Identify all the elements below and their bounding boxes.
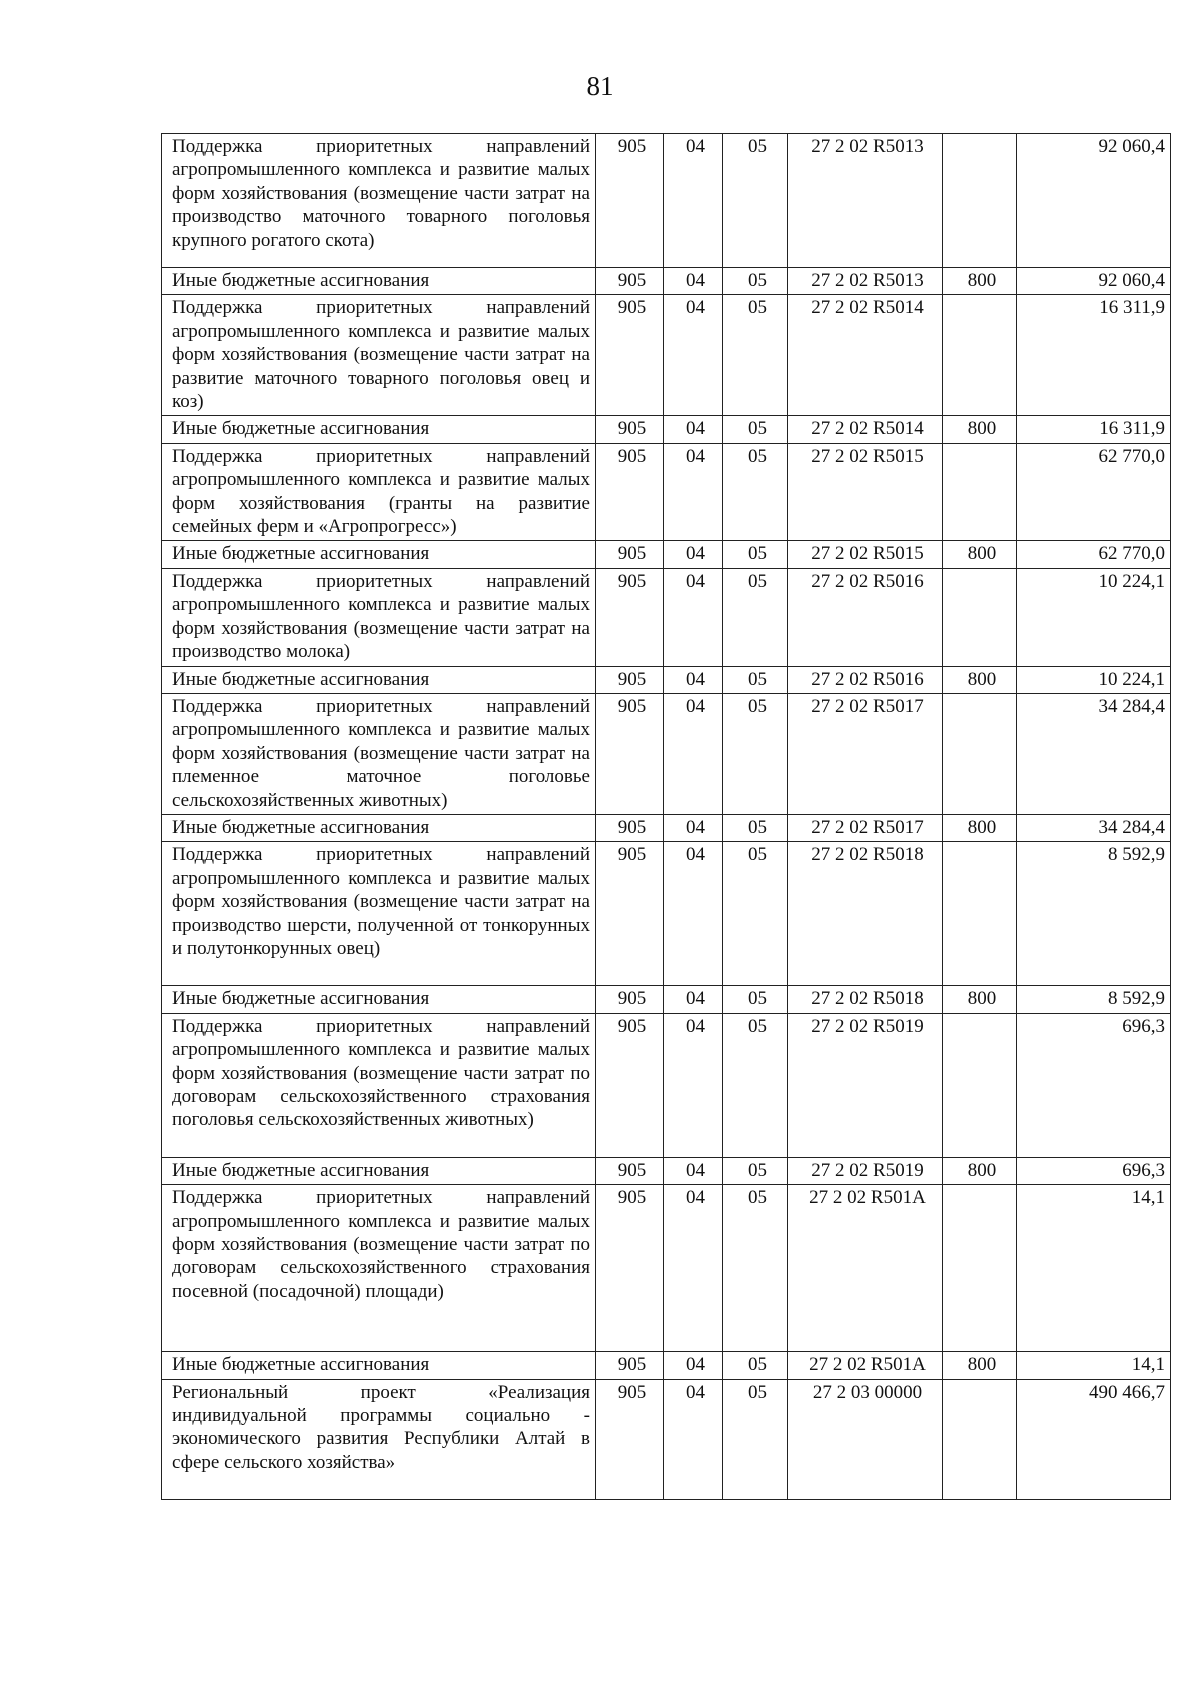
table-row: [162, 268, 1171, 295]
row-description: Поддержка приоритетных направлений агропромышленного комплекса и развитие малых форм хозяйствования (возмещение части затрат на производство молока): [162, 568, 596, 666]
row-subsection-code: 05: [723, 1185, 788, 1352]
table-row: [162, 693, 1171, 814]
row-subsection-code: 05: [723, 693, 788, 814]
row-section-code: 04: [664, 443, 723, 541]
table-row: [162, 541, 1171, 568]
row-expense-type: 800: [943, 541, 1017, 568]
row-section-code: 04: [664, 842, 723, 986]
row-ministry-code: 905: [596, 1185, 664, 1352]
row-ministry-code: 905: [596, 416, 664, 443]
row-target-code: 27 2 02 R5017: [788, 693, 943, 814]
row-ministry-code: 905: [596, 693, 664, 814]
row-subsection-code: 05: [723, 986, 788, 1013]
row-section-code: 04: [664, 1185, 723, 1352]
budget-table-body: [162, 134, 1171, 1500]
row-ministry-code: 905: [596, 568, 664, 666]
row-expense-type: [943, 1013, 1017, 1157]
row-description: Иные бюджетные ассигнования: [162, 986, 596, 1013]
row-description: Региональный проект «Реализация индивидуальной программы социально - экономического развития Республики Алтай в сфере сельского хозяйства»: [162, 1379, 596, 1499]
row-amount: 92 060,4: [1017, 268, 1171, 295]
row-amount: 16 311,9: [1017, 416, 1171, 443]
row-section-code: 04: [664, 295, 723, 416]
row-section-code: 04: [664, 1157, 723, 1184]
row-target-code: 27 2 02 R5014: [788, 295, 943, 416]
row-target-code: 27 2 02 R5019: [788, 1157, 943, 1184]
row-target-code: 27 2 02 R5018: [788, 986, 943, 1013]
table-row: [162, 1352, 1171, 1379]
row-target-code: 27 2 02 R5016: [788, 666, 943, 693]
row-target-code: 27 2 02 R5015: [788, 443, 943, 541]
table-row: [162, 842, 1171, 986]
row-subsection-code: 05: [723, 134, 788, 268]
row-ministry-code: 905: [596, 1379, 664, 1499]
row-section-code: 04: [664, 1352, 723, 1379]
row-target-code: 27 2 02 R501A: [788, 1185, 943, 1352]
row-amount: 696,3: [1017, 1157, 1171, 1184]
row-expense-type: 800: [943, 986, 1017, 1013]
row-subsection-code: 05: [723, 842, 788, 986]
row-subsection-code: 05: [723, 1157, 788, 1184]
row-amount: 14,1: [1017, 1185, 1171, 1352]
row-description: Поддержка приоритетных направлений агропромышленного комплекса и развитие малых форм хозяйствования (возмещение части затрат на производство маточного товарного поголовья крупного рогатого скота): [162, 134, 596, 268]
row-expense-type: 800: [943, 268, 1017, 295]
row-expense-type: 800: [943, 666, 1017, 693]
row-subsection-code: 05: [723, 1013, 788, 1157]
row-subsection-code: 05: [723, 1352, 788, 1379]
row-target-code: 27 2 02 R5016: [788, 568, 943, 666]
row-description: Иные бюджетные ассигнования: [162, 1157, 596, 1184]
row-expense-type: 800: [943, 1352, 1017, 1379]
row-subsection-code: 05: [723, 416, 788, 443]
row-expense-type: [943, 443, 1017, 541]
row-section-code: 04: [664, 1379, 723, 1499]
row-ministry-code: 905: [596, 443, 664, 541]
row-amount: 490 466,7: [1017, 1379, 1171, 1499]
row-description: Иные бюджетные ассигнования: [162, 416, 596, 443]
row-description: Поддержка приоритетных направлений агропромышленного комплекса и развитие малых форм хозяйствования (гранты на развитие семейных ферм и «Агропрогресс»): [162, 443, 596, 541]
row-ministry-code: 905: [596, 134, 664, 268]
row-ministry-code: 905: [596, 1013, 664, 1157]
row-amount: 92 060,4: [1017, 134, 1171, 268]
row-expense-type: [943, 1185, 1017, 1352]
table-row: [162, 568, 1171, 666]
row-target-code: 27 2 02 R5013: [788, 268, 943, 295]
row-description: Иные бюджетные ассигнования: [162, 268, 596, 295]
row-section-code: 04: [664, 693, 723, 814]
row-target-code: 27 2 02 R5019: [788, 1013, 943, 1157]
table-row: [162, 443, 1171, 541]
row-subsection-code: 05: [723, 541, 788, 568]
row-amount: 10 224,1: [1017, 666, 1171, 693]
row-ministry-code: 905: [596, 814, 664, 841]
row-ministry-code: 905: [596, 842, 664, 986]
row-description: Поддержка приоритетных направлений агропромышленного комплекса и развитие малых форм хозяйствования (возмещение части затрат по договорам сельскохозяйственного страхования поголовья сельскохозяйственных животных): [162, 1013, 596, 1157]
row-subsection-code: 05: [723, 568, 788, 666]
row-amount: 16 311,9: [1017, 295, 1171, 416]
row-amount: 62 770,0: [1017, 541, 1171, 568]
row-target-code: 27 2 03 00000: [788, 1379, 943, 1499]
row-section-code: 04: [664, 814, 723, 841]
row-subsection-code: 05: [723, 814, 788, 841]
row-expense-type: 800: [943, 1157, 1017, 1184]
row-amount: 10 224,1: [1017, 568, 1171, 666]
row-expense-type: 800: [943, 814, 1017, 841]
row-amount: 62 770,0: [1017, 443, 1171, 541]
row-section-code: 04: [664, 568, 723, 666]
row-amount: 34 284,4: [1017, 693, 1171, 814]
row-description: Иные бюджетные ассигнования: [162, 541, 596, 568]
row-section-code: 04: [664, 416, 723, 443]
row-ministry-code: 905: [596, 541, 664, 568]
table-row: [162, 1379, 1171, 1499]
table-row: [162, 416, 1171, 443]
row-description: Поддержка приоритетных направлений агропромышленного комплекса и развитие малых форм хозяйствования (возмещение части затрат по договорам сельскохозяйственного страхования посевной (посадочной) площади): [162, 1185, 596, 1352]
table-row: [162, 1185, 1171, 1352]
row-ministry-code: 905: [596, 295, 664, 416]
row-expense-type: [943, 693, 1017, 814]
row-expense-type: [943, 1379, 1017, 1499]
row-expense-type: 800: [943, 416, 1017, 443]
table-row: [162, 1013, 1171, 1157]
row-expense-type: [943, 568, 1017, 666]
row-section-code: 04: [664, 1013, 723, 1157]
page-number: 81: [586, 71, 614, 101]
row-target-code: 27 2 02 R5018: [788, 842, 943, 986]
row-amount: 34 284,4: [1017, 814, 1171, 841]
row-section-code: 04: [664, 268, 723, 295]
row-amount: 8 592,9: [1017, 986, 1171, 1013]
row-expense-type: [943, 134, 1017, 268]
row-description: Иные бюджетные ассигнования: [162, 1352, 596, 1379]
table-row: [162, 1157, 1171, 1184]
row-expense-type: [943, 295, 1017, 416]
table-row: [162, 666, 1171, 693]
row-amount: 696,3: [1017, 1013, 1171, 1157]
row-ministry-code: 905: [596, 1352, 664, 1379]
row-ministry-code: 905: [596, 268, 664, 295]
row-section-code: 04: [664, 986, 723, 1013]
row-description: Поддержка приоритетных направлений агропромышленного комплекса и развитие малых форм хозяйствования (возмещение части затрат на племенное маточное поголовье сельскохозяйственных животных): [162, 693, 596, 814]
row-description: Иные бюджетные ассигнования: [162, 814, 596, 841]
row-target-code: 27 2 02 R5014: [788, 416, 943, 443]
row-target-code: 27 2 02 R5013: [788, 134, 943, 268]
row-expense-type: [943, 842, 1017, 986]
row-description: Поддержка приоритетных направлений агропромышленного комплекса и развитие малых форм хозяйствования (возмещение части затрат на развитие маточного товарного поголовья овец и коз): [162, 295, 596, 416]
row-ministry-code: 905: [596, 986, 664, 1013]
row-target-code: 27 2 02 R5017: [788, 814, 943, 841]
row-target-code: 27 2 02 R5015: [788, 541, 943, 568]
row-ministry-code: 905: [596, 666, 664, 693]
table-row: [162, 814, 1171, 841]
row-amount: 14,1: [1017, 1352, 1171, 1379]
table-row: [162, 295, 1171, 416]
row-ministry-code: 905: [596, 1157, 664, 1184]
table-row: [162, 134, 1171, 268]
row-subsection-code: 05: [723, 666, 788, 693]
row-subsection-code: 05: [723, 1379, 788, 1499]
table-row: [162, 986, 1171, 1013]
row-subsection-code: 05: [723, 295, 788, 416]
row-subsection-code: 05: [723, 268, 788, 295]
row-description: Иные бюджетные ассигнования: [162, 666, 596, 693]
row-section-code: 04: [664, 666, 723, 693]
row-amount: 8 592,9: [1017, 842, 1171, 986]
row-section-code: 04: [664, 134, 723, 268]
row-section-code: 04: [664, 541, 723, 568]
budget-table: [161, 133, 1171, 1500]
row-description: Поддержка приоритетных направлений агропромышленного комплекса и развитие малых форм хозяйствования (возмещение части затрат на производство шерсти, полученной от тонкорунных и полутонкорунных овец): [162, 842, 596, 986]
row-subsection-code: 05: [723, 443, 788, 541]
row-target-code: 27 2 02 R501A: [788, 1352, 943, 1379]
